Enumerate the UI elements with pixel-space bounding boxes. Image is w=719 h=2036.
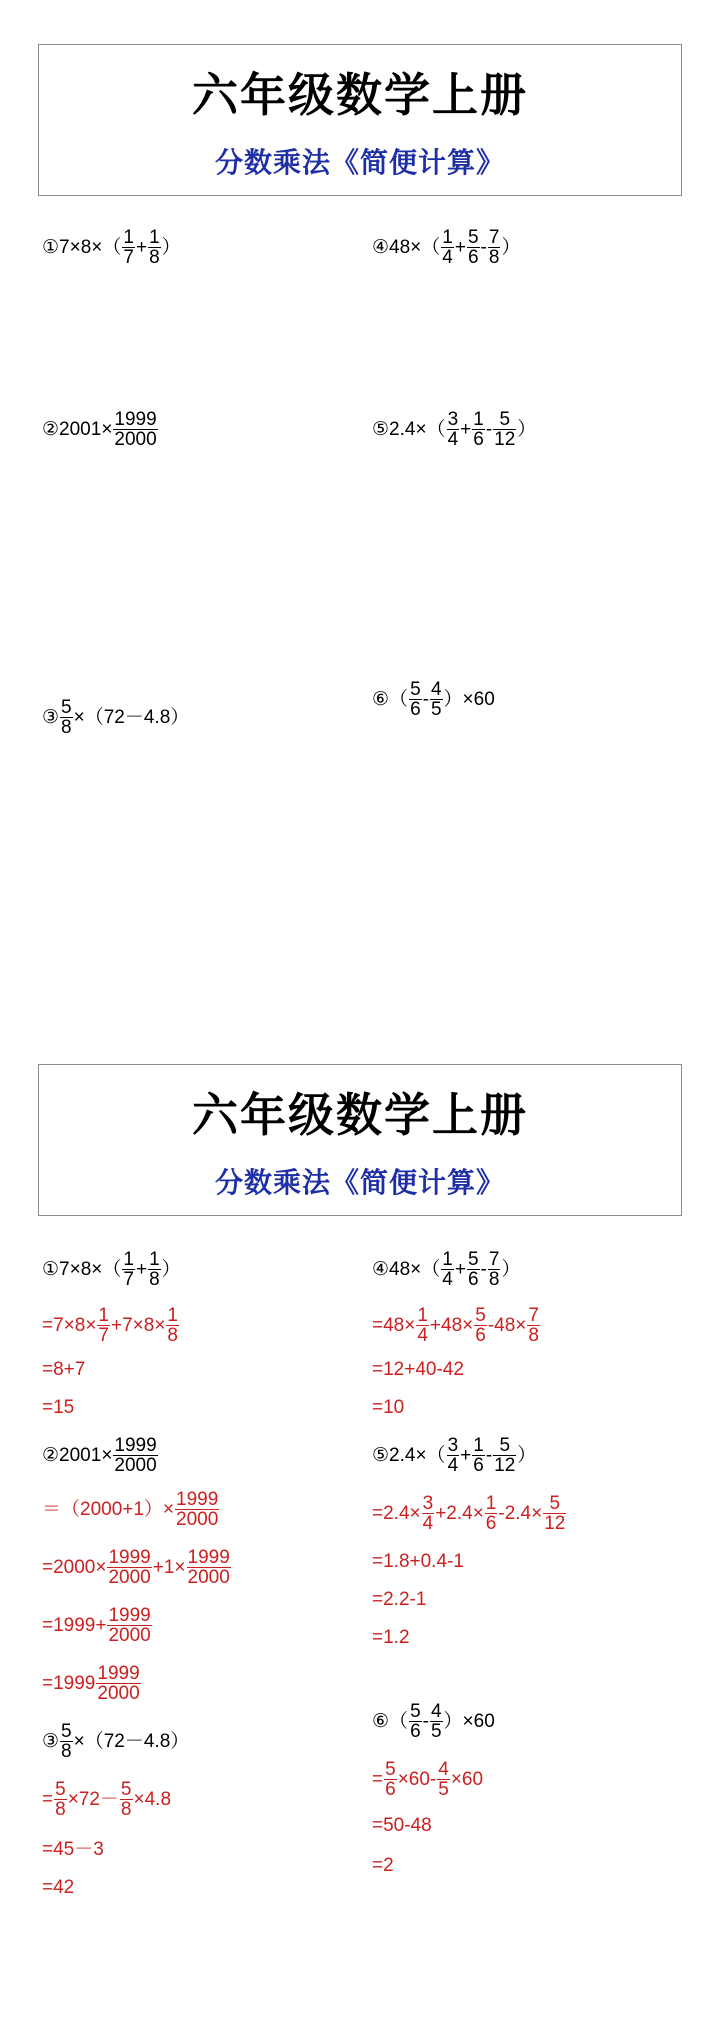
s5-step1: =2.4× $\frac{3}{4}$ +2.4× $\frac{1}{6}$ -2.4× $\frac{5}{12}$	[372, 1493, 566, 1534]
q3-problem: ③ $\frac{5}{8}$ ×（72－4.8）	[42, 697, 190, 738]
fraction: $\frac{5}{6}$	[475, 1305, 486, 1346]
s3-step3: =42	[42, 1877, 75, 1898]
q2-problem: ② 2001× $\frac{1999}{2000}$	[42, 409, 157, 450]
fraction: $\frac{1}{8}$	[149, 227, 160, 268]
s5-step3: =2.2-1	[372, 1589, 427, 1610]
s2-step1: ＝（2000+1）× $\frac{1999}{2000}$	[42, 1489, 219, 1530]
fraction: $\frac{1}{4}$	[442, 227, 453, 268]
s4-step3: =10	[372, 1397, 405, 1418]
fraction: $\frac{1999}{2000}$	[114, 409, 157, 450]
fraction: $\frac{1}{7}$	[123, 1249, 134, 1290]
a5-problem: ⑤ 2.4×（ $\frac{3}{4}$ + $\frac{1}{6}$ - $\frac{5}{12}$ ）	[372, 1435, 537, 1476]
fraction: $\frac{5}{12}$	[494, 409, 516, 450]
fraction: $\frac{1}{7}$	[98, 1305, 109, 1346]
fraction: $\frac{5}{6}$	[410, 679, 421, 720]
fraction: $\frac{1999}{2000}$	[176, 1489, 219, 1530]
s1-step1: =7×8× $\frac{1}{7}$ +7×8× $\frac{1}{8}$	[42, 1305, 178, 1346]
fraction: $\frac{4}{5}$	[430, 679, 442, 720]
fraction: $\frac{3}{4}$	[447, 409, 459, 450]
a4-problem: ④ 48×（ $\frac{1}{4}$ + $\frac{5}{6}$ - $\frac{7}{8}$ ）	[372, 1249, 521, 1290]
a6-problem: ⑥ （ $\frac{5}{6}$ - $\frac{4}{5}$ ）×60	[372, 1701, 495, 1742]
sheet2-title: 六年级数学上册	[192, 1088, 528, 1142]
sheet2-header	[38, 1064, 682, 1216]
a3-problem: ③ $\frac{5}{8}$ ×（72－4.8）	[42, 1721, 190, 1762]
s6-step3: =2	[372, 1855, 394, 1876]
sheet1-subtitle: 分数乘法《简便计算》	[214, 146, 505, 179]
fraction: $\frac{1999}{2000}$	[114, 1435, 157, 1476]
fraction: $\frac{5}{8}$	[61, 1721, 72, 1762]
fraction: $\frac{1}{4}$	[417, 1305, 428, 1346]
s3-step2: =45－3	[42, 1839, 104, 1860]
sheet1-title: 六年级数学上册	[192, 68, 528, 122]
fraction: $\frac{5}{6}$	[410, 1701, 421, 1742]
fraction: $\frac{5}{8}$	[61, 697, 72, 738]
sheet1-header	[38, 44, 682, 196]
fraction: $\frac{5}{12}$	[544, 1493, 566, 1534]
a2-problem: ② 2001× $\frac{1999}{2000}$	[42, 1435, 157, 1476]
q5-problem: ⑤ 2.4×（ $\frac{3}{4}$ + $\frac{1}{6}$ - $\frac{5}{12}$ ）	[372, 409, 537, 450]
s3-step1: = $\frac{5}{8}$ ×72－ $\frac{5}{8}$ ×4.8	[42, 1779, 172, 1820]
fraction: $\frac{3}{4}$	[447, 1435, 459, 1476]
fraction: $\frac{7}{8}$	[488, 1249, 500, 1290]
s4-step2: =12+40-42	[372, 1359, 464, 1380]
fraction: $\frac{1}{4}$	[442, 1249, 453, 1290]
s2-step3: =1999+ $\frac{1999}{2000}$	[42, 1605, 151, 1646]
fraction: $\frac{4}{5}$	[438, 1759, 449, 1800]
q1-problem: ① 7×8×（ $\frac{1}{7}$ + $\frac{1}{8}$ ）	[42, 227, 181, 268]
s1-step2: =8+7	[42, 1359, 86, 1380]
s6-step1: = $\frac{5}{6}$ ×60- $\frac{4}{5}$ ×60	[372, 1759, 484, 1800]
s6-step2: =50-48	[372, 1815, 432, 1836]
fraction: $\frac{1}{6}$	[473, 1435, 484, 1476]
fraction: $\frac{1999}{2000}$	[187, 1547, 230, 1588]
fraction: $\frac{1}{6}$	[473, 409, 484, 450]
fraction: $\frac{1}{7}$	[123, 227, 134, 268]
fraction: $\frac{4}{5}$	[430, 1701, 442, 1742]
fraction: $\frac{1}{6}$	[485, 1493, 497, 1534]
s4-step1: =48× $\frac{1}{4}$ +48× $\frac{5}{6}$ -48× $\frac{7}{8}$	[372, 1305, 539, 1346]
fraction: $\frac{1}{8}$	[149, 1249, 160, 1290]
fraction: $\frac{5}{8}$	[120, 1779, 132, 1820]
sheet2-subtitle: 分数乘法《简便计算》	[214, 1166, 505, 1199]
q4-problem: ④ 48×（ $\frac{1}{4}$ + $\frac{5}{6}$ - $\frac{7}{8}$ ）	[372, 227, 521, 268]
fraction: $\frac{5}{6}$	[385, 1759, 396, 1800]
fraction: $\frac{5}{12}$	[494, 1435, 516, 1476]
fraction: $\frac{1999}{2000}$	[108, 1547, 151, 1588]
s5-step4: =1.2	[372, 1627, 410, 1648]
fraction: $\frac{3}{4}$	[422, 1493, 434, 1534]
s2-step2: =2000× $\frac{1999}{2000}$ +1× $\frac{1999}{2000}$	[42, 1547, 230, 1588]
a1-problem: ① 7×8×（ $\frac{1}{7}$ + $\frac{1}{8}$ ）	[42, 1249, 181, 1290]
fraction: $\frac{7}{8}$	[528, 1305, 539, 1346]
fraction: $\frac{1999}{2000}$	[108, 1605, 151, 1646]
fraction: $\frac{5}{6}$	[467, 227, 479, 268]
s5-step2: =1.8+0.4-1	[372, 1551, 464, 1572]
fraction: $\frac{1999}{2000}$	[97, 1663, 140, 1704]
fraction: $\frac{5}{8}$	[55, 1779, 66, 1820]
s2-step4: =1999 $\frac{1999}{2000}$	[42, 1663, 140, 1704]
fraction: $\frac{7}{8}$	[488, 227, 500, 268]
fraction: $\frac{5}{6}$	[467, 1249, 479, 1290]
q6-problem: ⑥ （ $\frac{5}{6}$ - $\frac{4}{5}$ ）×60	[372, 679, 495, 720]
s1-step3: =15	[42, 1397, 75, 1418]
fraction: $\frac{1}{8}$	[167, 1305, 178, 1346]
